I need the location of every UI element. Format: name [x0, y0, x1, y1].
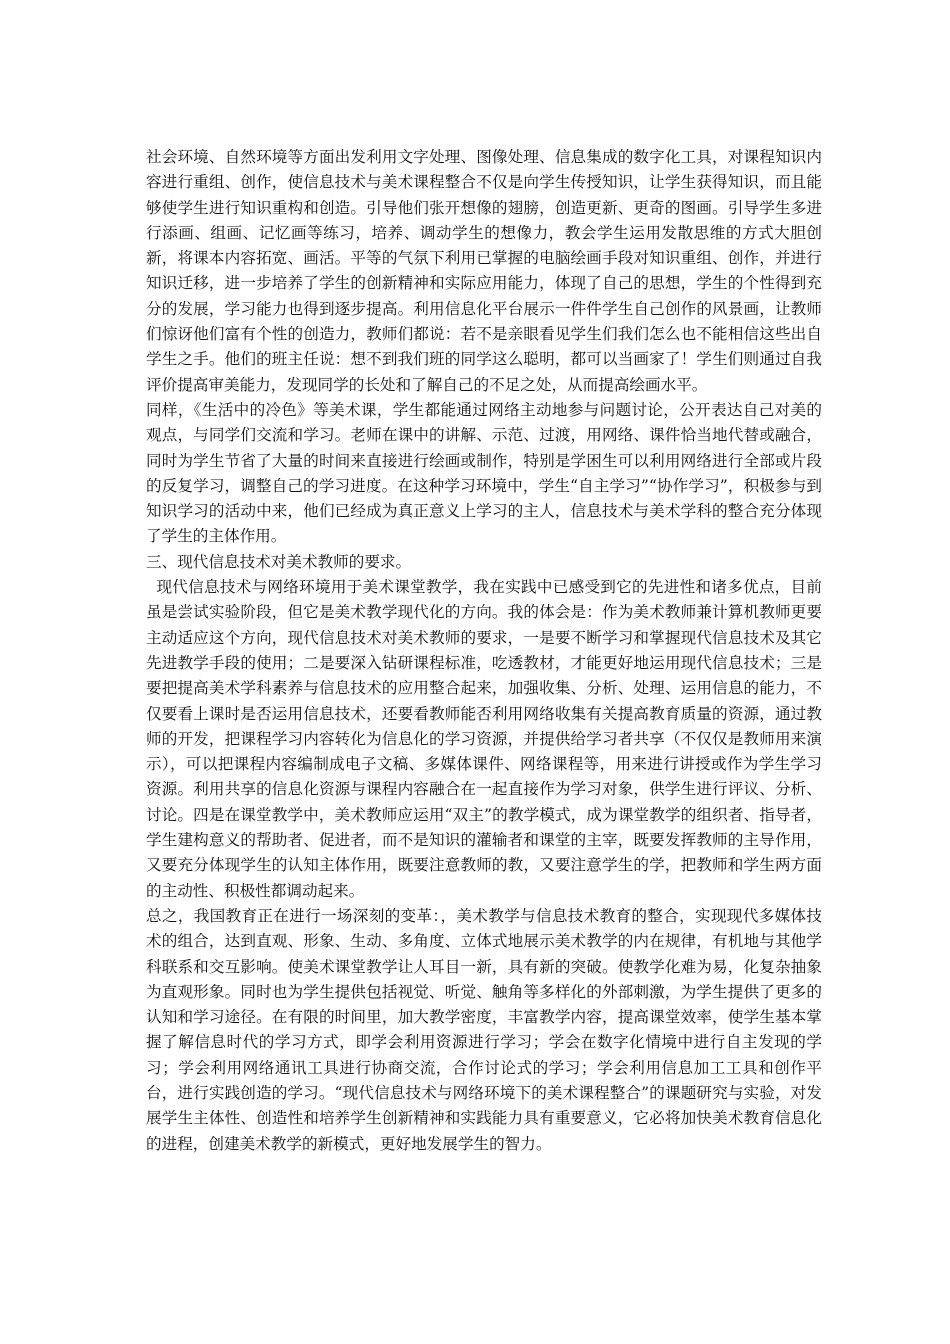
paragraph-conclusion: 总之，我国教育正在进行一场深刻的变革：，美术教学与信息技术教育的整合，实现现代多媒体技术的组合，达到直观、形象、生动、多角度、立体式地展示美术教学的内在规律，有机地与其他学科联系和交互影响。使美术课堂教学让人耳目一新，具有新的突破。使教学化难为易，化复杂抽象为直观形象。同时也为学生提供包括视觉、听觉、触角等多样化的外部刺激，为学生提供了更多的认知和学习途径。在有限的时间里，加大教学密度，丰富教学内容，提高课堂效率，使学生基本掌握了解信息时代的学习方式，即学会利用资源进行学习；学会在数字化情境中进行自主发现的学习；学会利用网络通讯工具进行协商交流，合作讨论式的学习；学会利用信息加工工具和创作平台，进行实践创造的学习。“现代信息技术与网络环境下的美术课程整合”的课题研究与实验，对发展学生主体性、创造性和培养学生创新精神和实践能力具有重要意义，它必将加快美术教育信息化的进程，创建美术教学的新模式，更好地发展学生的智力。 [146, 906, 822, 1153]
paragraph-continuation: 社会环境、自然环境等方面出发利用文字处理、图像处理、信息集成的数字化工具，对课程知识内容进行重组、创作，使信息技术与美术课程整合不仅是向学生传授知识，让学生获得知识，而且能够使学生进行知识重构和创造。引导他们张开想像的翅膀，创造更新、更奇的图画。引导学生多进行添画、组画、记忆画等练习，培养、调动学生的想像力，教会学生运用发散思维的方式大胆创新，将课本内容拓宽、画活。平等的气氛下利用已掌握的电脑绘画手段对知识重组、创作，并进行知识迁移，进一步培养了学生的创新精神和实际应用能力，体现了自己的思想，学生的个性得到充分的发展，学习能力也得到逐步提高。利用信息化平台展示一件件学生自己创作的风景画，让教师们惊讶他们富有个性的创造力，教师们都说：若不是亲眼看见学生们我们怎么也不能相信这些出自学生之手。他们的班主任说：想不到我们班的同学这么聪明，都可以当画家了！学生们则通过自我评价提高审美能力，发现同学的长处和了解自己的不足之处，从而提高绘画水平。 [146, 148, 822, 394]
paragraph-teacher-requirements: 现代信息技术与网络环境用于美术课堂教学，我在实践中已感受到它的先进性和诸多优点，目前虽是尝试实验阶段，但它是美术教学现代化的方向。我的体会是：作为美术教师兼计算机教师更要主动适应这个方向，现代信息技术对美术教师的要求，一是要不断学习和掌握现代信息技术及其它先进教学手段的使用；二是要深入钻研课程标准，吃透教材，才能更好地运用现代信息技术；三是要把提高美术学科素养与信息技术的应用整合起来，加强收集、分析、处理、运用信息的能力，不仅要看上课时是否运用信息技术，还要看教师能否利用网络收集有关提高教育质量的资源，通过教师的开发，把课程学习内容转化为信息化的学习资源，并提供给学习者共享（不仅仅是教师用来演示），可以把课程内容编制成电子文稿、多媒体课件、网络课程等，用来进行讲授或作为学生学习资源。利用共享的信息化资源与课程内容融合在一起直接作为学习对象，供学生进行评议、分析、讨论。四是在课堂教学中，美术教师应运用“双主”的教学模式，成为课堂教学的组织者、指导者，学生建构意义的帮助者、促进者，而不是知识的灌输者和课堂的主宰，既要发挥教师的主导作用，又要充分体现学生的认知主体作用，既要注意教师的教，又要注意学生的学，把教师和学生两方面的主动性、积极性都调动起来。 [146, 578, 822, 900]
section-heading-teacher-requirements: 三、现代信息技术对美术教师的要求。 [146, 552, 412, 571]
document-body [146, 145, 822, 1157]
paragraph-cold-colors-lesson: 同样，《生活中的冷色》等美术课，学生都能通过网络主动地参与问题讨论，公开表达自己对美的观点，与同学们交流和学习。老师在课中的讲解、示范、过渡，用网络、课件恰当地代替或融合，同时为学生节省了大量的时间来直接进行绘画或制作，特别是学困生可以利用网络进行全部或片段的反复学习，调整自己的学习进度。在这种学习环境中，学生“自主学习”“协作学习”，积极参与到知识学习的活动中来，他们已经成为真正意义上学习的主人，信息技术与美术学科的整合充分体现了学生的主体作用。 [146, 400, 822, 546]
